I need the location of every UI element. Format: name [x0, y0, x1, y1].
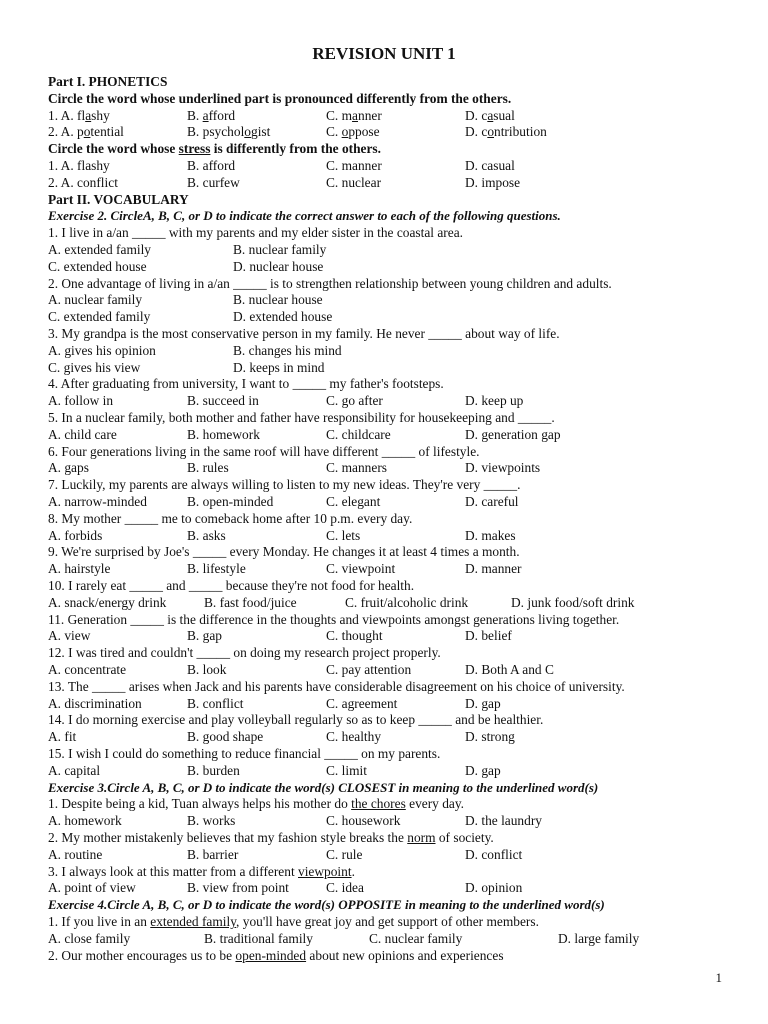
exercise2-options-8	[48, 527, 753, 544]
ex2-q12-option-d[interactable]: D. Both A and C	[465, 662, 554, 677]
ex2-q1-option-a[interactable]: A. extended family	[48, 242, 151, 257]
exercise2-question-14	[48, 711, 753, 728]
exercise2-question-7	[48, 476, 753, 493]
exercise4-question-1	[48, 913, 753, 930]
page-number: 1	[715, 970, 722, 985]
ex2-q7-option-d[interactable]: D. careful	[465, 494, 519, 509]
exercise2-question-11	[48, 611, 753, 628]
ex2-q14-option-d[interactable]: D. strong	[465, 729, 515, 745]
stress-question-1	[48, 157, 753, 174]
ex2-q2-option-a[interactable]: A. nuclear family	[48, 292, 143, 308]
ex2-q6-option-a[interactable]: A. gaps	[48, 460, 89, 476]
ex3-q3-text: 3. I always look at this matter from a different	[48, 863, 299, 879]
phonetics-instruction-text: Circle the word whose underlined part is pronounced differently from the others.	[48, 90, 512, 106]
ex2-q10-option-c[interactable]: C. fruit/alcoholic drink	[345, 594, 469, 610]
question-text: 13. The _____ arises when Jack and his parents have considerable disagreement on his choice of university.	[48, 678, 625, 694]
question-text: 6. Four generations living in the same roof will have different _____ of lifestyle.	[48, 443, 480, 459]
ex2-q15-option-b[interactable]: B. burden	[187, 762, 240, 778]
pronunciation-q2-option-b[interactable]	[187, 123, 270, 140]
ex2-q7-option-a[interactable]: A. narrow-minded	[48, 494, 147, 509]
ex3-q3-option-c[interactable]: C. idea	[326, 880, 364, 896]
stress-instruction-text: is differently from the others.	[210, 141, 381, 157]
pronunciation-q1-option-b[interactable]	[187, 107, 235, 124]
pronunciation-q2-option-d[interactable]	[465, 123, 547, 140]
ex4-q2-text: 2. Our mother encourages us to be	[48, 947, 236, 963]
exercise4-heading	[48, 896, 753, 913]
pronunciation-question-2	[48, 123, 753, 140]
ex2-q4-option-a[interactable]: A. follow in	[48, 393, 114, 409]
ex2-q1-option-b[interactable]: B. nuclear family	[233, 242, 327, 257]
pron-word-text: B.	[187, 107, 203, 123]
ex2-q1-cd-option-b[interactable]: D. nuclear house	[233, 258, 324, 274]
ex2-q13-option-b[interactable]: B. conflict	[187, 695, 244, 711]
exercise2-heading	[48, 207, 753, 224]
question-text: 10. I rarely eat _____ and _____ because they're not food for health.	[48, 578, 415, 593]
exercise3-options-3	[48, 879, 753, 896]
ex2-q3-cd-option-b[interactable]: D. keeps in mind	[233, 359, 325, 375]
question-text: 11. Generation _____ is the difference in the thoughts and viewpoints amongst generations living together.	[48, 611, 620, 627]
pron-word-text: tential	[90, 124, 124, 140]
ex3-q3-text: .	[351, 863, 355, 879]
ex3-q1-text: 1. Despite being a kid, Tuan always helps his mother do	[48, 796, 352, 812]
ex4-q1-text: , you'll have great joy and get support of other members.	[236, 914, 539, 929]
stress-q1-option-a[interactable]: 1. A. flashy	[48, 158, 110, 173]
ex2-q5-option-d[interactable]: D. generation gap	[465, 426, 561, 442]
pron-word-text: 1. A. fl	[48, 107, 86, 123]
pron-word-text: sual	[493, 107, 515, 123]
ex3-q2-text: 2. My mother mistakenly believes that my fashion style breaks the	[48, 830, 408, 845]
stress-instruction-text: Circle the word whose	[48, 141, 179, 157]
exercise2-question-1	[48, 224, 753, 241]
pron-word-underlined: o	[487, 124, 495, 140]
pronunciation-q2-option-c[interactable]	[326, 123, 380, 140]
exercise3-options-1	[48, 812, 753, 829]
pron-word-underlined: a	[202, 107, 209, 123]
ex4-q1-option-d[interactable]: D. large family	[558, 930, 640, 946]
ex2-q2-option-b[interactable]: B. nuclear house	[233, 292, 323, 308]
pronunciation-q1-option-d[interactable]	[465, 107, 515, 124]
exercise3-question-3	[48, 863, 753, 880]
exercise2-options-2-row1	[48, 291, 753, 308]
question-text: 9. We're surprised by Joe's _____ every Monday. He changes it at least 4 times a month.	[48, 544, 520, 560]
pron-word-underlined: o	[341, 124, 349, 140]
ex2-q11-option-c[interactable]: C. thought	[326, 628, 383, 644]
ex2-q15-option-c[interactable]: C. limit	[326, 762, 367, 778]
ex2-q6-option-d[interactable]: D. viewpoints	[465, 460, 541, 476]
ex2-q15-option-a[interactable]: A. capital	[48, 762, 101, 778]
exercise2-options-13	[48, 695, 753, 712]
exercise2-question-10	[48, 577, 753, 594]
exercise2-question-2	[48, 275, 753, 292]
pron-word-text: ntribution	[494, 124, 547, 140]
ex2-q14-option-a[interactable]: A. fit	[48, 729, 77, 745]
question-text: 12. I was tired and couldn't _____ on doing my research project properly.	[48, 645, 441, 661]
question-text: 14. I do morning exercise and play volleyball regularly so as to keep _____ and be healthier.	[48, 712, 544, 728]
ex2-q5-option-c[interactable]: C. childcare	[326, 426, 391, 442]
phonetics-instruction	[48, 90, 753, 107]
exercise2-options-10	[48, 594, 753, 611]
ex2-q8-option-d[interactable]: D. makes	[465, 527, 516, 543]
pron-word-text: ppose	[348, 124, 380, 140]
exercise2-options-3-row1	[48, 342, 753, 359]
stress-q1-option-d[interactable]: D. casual	[465, 158, 515, 173]
question-text: 7. Luckily, my parents are always willing to listen to my new ideas. They're very _____.	[48, 477, 521, 493]
ex3-q1-option-b[interactable]: B. works	[187, 813, 236, 829]
question-text: 2. One advantage of living in a/an _____ is to strengthen relationship between young children and adults.	[48, 275, 612, 291]
ex4-q1-option-b[interactable]: B. traditional family	[204, 930, 313, 946]
pron-word-text: C.	[326, 124, 342, 140]
ex2-q13-option-c[interactable]: C. agreement	[326, 695, 398, 711]
ex4-q1-underlined: extended family	[150, 914, 237, 929]
pronunciation-question-1	[48, 107, 753, 124]
stress-instruction	[48, 140, 753, 157]
exercise3-heading	[48, 779, 753, 796]
exercise2-options-11	[48, 627, 753, 644]
ex2-q5-option-a[interactable]: A. child care	[48, 426, 117, 442]
pron-word-text: shy	[91, 107, 110, 123]
exercise3-options-2	[48, 846, 753, 863]
exercise2-question-5	[48, 409, 753, 426]
stress-instruction-underlined: stress	[178, 141, 211, 157]
part1-heading-text: Part I. PHONETICS	[48, 74, 168, 89]
exercise4-options-1	[48, 930, 753, 947]
pron-word-text: 2. A. p	[48, 124, 84, 140]
question-text: 3. My grandpa is the most conservative person in my family. He never _____ about way of life.	[48, 326, 560, 341]
stress-q2-option-d[interactable]: D. impose	[465, 174, 521, 190]
ex2-q2-cd-option-a[interactable]: C. extended family	[48, 309, 151, 325]
ex2-q3-option-a[interactable]: A. gives his opinion	[48, 342, 156, 358]
ex4-q2-text: about new opinions and experiences	[306, 947, 504, 963]
question-text: 15. I wish I could do something to reduce financial _____ on my parents.	[48, 746, 441, 761]
ex3-q3-underlined: viewpoint	[298, 863, 352, 879]
ex2-q11-option-b[interactable]: B. gap	[187, 628, 222, 644]
ex2-q4-option-b[interactable]: B. succeed in	[187, 393, 259, 409]
ex2-q12-option-a[interactable]: A. concentrate	[48, 662, 127, 677]
ex3-q1-option-d[interactable]: D. the laundry	[465, 813, 542, 829]
exercise2-options-15	[48, 762, 753, 779]
exercise2-question-8	[48, 510, 753, 527]
ex2-q11-option-a[interactable]: A. view	[48, 628, 91, 644]
pron-word-underlined: o	[83, 124, 91, 140]
ex3-q1-option-c[interactable]: C. housework	[326, 813, 401, 829]
ex2-q1-cd-option-a[interactable]: C. extended house	[48, 258, 147, 274]
ex2-q9-option-b[interactable]: B. lifestyle	[187, 561, 246, 577]
pron-word-text: D. c	[465, 124, 488, 140]
part1-heading	[48, 73, 753, 90]
stress-q1-option-b[interactable]: B. afford	[187, 158, 236, 173]
exercise2-options-5	[48, 426, 753, 443]
ex2-q15-option-d[interactable]: D. gap	[465, 762, 501, 778]
ex2-q9-option-a[interactable]: A. hairstyle	[48, 561, 111, 577]
ex2-q10-option-d[interactable]: D. junk food/soft drink	[511, 594, 635, 610]
ex3-q2-option-a[interactable]: A. routine	[48, 846, 103, 862]
pron-word-text: nner	[358, 107, 382, 123]
stress-q1-option-c[interactable]: C. manner	[326, 158, 382, 173]
pronunciation-q2-option-a[interactable]	[48, 123, 124, 140]
question-text: 8. My mother _____ me to comeback home after 10 p.m. every day.	[48, 510, 413, 526]
ex2-q8-option-c[interactable]: C. lets	[326, 527, 361, 543]
exercise2-options-2-row2	[48, 308, 753, 325]
pron-word-underlined: o	[244, 124, 251, 140]
page-title: REVISION UNIT 1	[312, 44, 456, 63]
part2-heading-text: Part II. VOCABULARY	[48, 191, 189, 207]
exercise2-options-6	[48, 459, 753, 476]
pronunciation-q1-option-c[interactable]	[326, 107, 382, 124]
ex2-q8-option-a[interactable]: A. forbids	[48, 527, 103, 543]
stress-q2-option-b[interactable]: B. curfew	[187, 174, 240, 190]
exercise2-options-12	[48, 661, 753, 678]
exercise2-question-15	[48, 745, 753, 762]
ex2-q9-option-c[interactable]: C. viewpoint	[326, 561, 396, 577]
ex2-q6-option-c[interactable]: C. manners	[326, 460, 387, 476]
ex3-q2-text: of society.	[435, 830, 494, 845]
ex2-q14-option-b[interactable]: B. good shape	[187, 729, 264, 745]
exercise2-options-14	[48, 728, 753, 745]
question-text: 5. In a nuclear family, both mother and father have responsibility for housekeeping and _____.	[48, 410, 555, 425]
ex3-q3-option-d[interactable]: D. opinion	[465, 880, 523, 896]
ex2-q11-option-d[interactable]: D. belief	[465, 628, 512, 644]
pron-word-text: C. m	[326, 107, 353, 123]
exercise4-heading-text: Exercise 4.Circle A, B, C, or D to indicate the word(s) OPPOSITE in meaning to the underlined word(s)	[48, 897, 605, 913]
ex2-q8-option-b[interactable]: B. asks	[187, 527, 226, 543]
ex3-q2-option-b[interactable]: B. barrier	[187, 846, 239, 862]
ex4-q1-text: 1. If you live in an	[48, 914, 151, 929]
ex2-q7-option-c[interactable]: C. elegant	[326, 494, 381, 509]
pron-word-text: D. c	[465, 107, 488, 123]
ex2-q9-option-d[interactable]: D. manner	[465, 561, 522, 577]
ex3-q3-option-b[interactable]: B. view from point	[187, 880, 289, 896]
exercise2-options-4	[48, 392, 753, 409]
exercise2-options-1-row2	[48, 258, 753, 275]
exercise4-question-2	[48, 947, 753, 964]
ex4-q1-option-a[interactable]: A. close family	[48, 930, 131, 946]
exercise2-options-1-row1	[48, 241, 753, 258]
stress-question-2	[48, 174, 753, 191]
question-text: 4. After graduating from university, I want to _____ my father's footsteps.	[48, 376, 444, 392]
ex2-q10-option-a[interactable]: A. snack/energy drink	[48, 594, 167, 610]
ex2-q13-option-a[interactable]: A. discrimination	[48, 695, 142, 711]
pron-word-underlined: a	[85, 107, 92, 123]
ex2-q10-option-b[interactable]: B. fast food/juice	[204, 594, 297, 610]
ex3-q1-underlined: the chores	[351, 796, 406, 812]
exercise2-question-13	[48, 678, 753, 695]
exercise2-question-12	[48, 644, 753, 661]
pron-word-underlined: a	[352, 107, 358, 123]
stress-q2-option-c[interactable]: C. nuclear	[326, 174, 382, 190]
ex2-q14-option-c[interactable]: C. healthy	[326, 729, 382, 745]
ex2-q4-option-d[interactable]: D. keep up	[465, 393, 524, 409]
exercise3-question-2	[48, 829, 753, 846]
pron-word-text: B. psychol	[187, 124, 245, 140]
ex2-q4-option-c[interactable]: C. go after	[326, 393, 383, 409]
ex3-q2-underlined: norm	[407, 830, 436, 845]
ex2-q3-option-b[interactable]: B. changes his mind	[233, 342, 342, 358]
question-text: 1. I live in a/an _____ with my parents and my elder sister in the coastal area.	[48, 225, 463, 241]
exercise3-question-1	[48, 795, 753, 812]
pron-word-text: fford	[208, 107, 236, 123]
ex4-q1-option-c[interactable]: C. nuclear family	[369, 930, 463, 946]
exercise2-question-9	[48, 543, 753, 560]
pronunciation-q1-option-a[interactable]	[48, 107, 110, 124]
exercise2-options-7	[48, 493, 753, 510]
exercise2-question-4	[48, 375, 753, 392]
ex2-q7-option-b[interactable]: B. open-minded	[187, 494, 274, 509]
exercise3-heading-text: Exercise 3.Circle A, B, C, or D to indicate the word(s) CLOSEST in meaning to the underlined word(s)	[48, 779, 599, 795]
ex3-q1-option-a[interactable]: A. homework	[48, 813, 122, 829]
ex2-q13-option-d[interactable]: D. gap	[465, 695, 501, 711]
part2-heading	[48, 191, 753, 208]
ex3-q3-option-a[interactable]: A. point of view	[48, 880, 136, 896]
exercise2-heading-text: Exercise 2. CircleA, B, C, or D to indicate the correct answer to each of the following questions.	[48, 208, 561, 224]
ex2-q6-option-b[interactable]: B. rules	[187, 460, 229, 476]
ex2-q2-cd-option-b[interactable]: D. extended house	[233, 309, 333, 325]
pron-word-underlined: a	[487, 107, 494, 123]
stress-q2-option-a[interactable]: 2. A. conflict	[48, 174, 118, 190]
ex3-q2-option-d[interactable]: D. conflict	[465, 846, 523, 862]
exercise2-options-9	[48, 560, 753, 577]
exercise2-question-6	[48, 443, 753, 460]
ex3-q2-option-c[interactable]: C. rule	[326, 846, 363, 862]
ex4-q2-underlined: open-minded	[235, 947, 307, 963]
ex2-q12-option-c[interactable]: C. pay attention	[326, 662, 412, 677]
exercise2-question-3	[48, 325, 753, 342]
pron-word-text: gist	[251, 124, 271, 140]
ex2-q12-option-b[interactable]: B. look	[187, 662, 227, 677]
ex2-q5-option-b[interactable]: B. homework	[187, 426, 260, 442]
exercise2-options-3-row2	[48, 359, 753, 376]
ex2-q3-cd-option-a[interactable]: C. gives his view	[48, 359, 141, 375]
ex3-q1-text: every day.	[405, 796, 465, 812]
